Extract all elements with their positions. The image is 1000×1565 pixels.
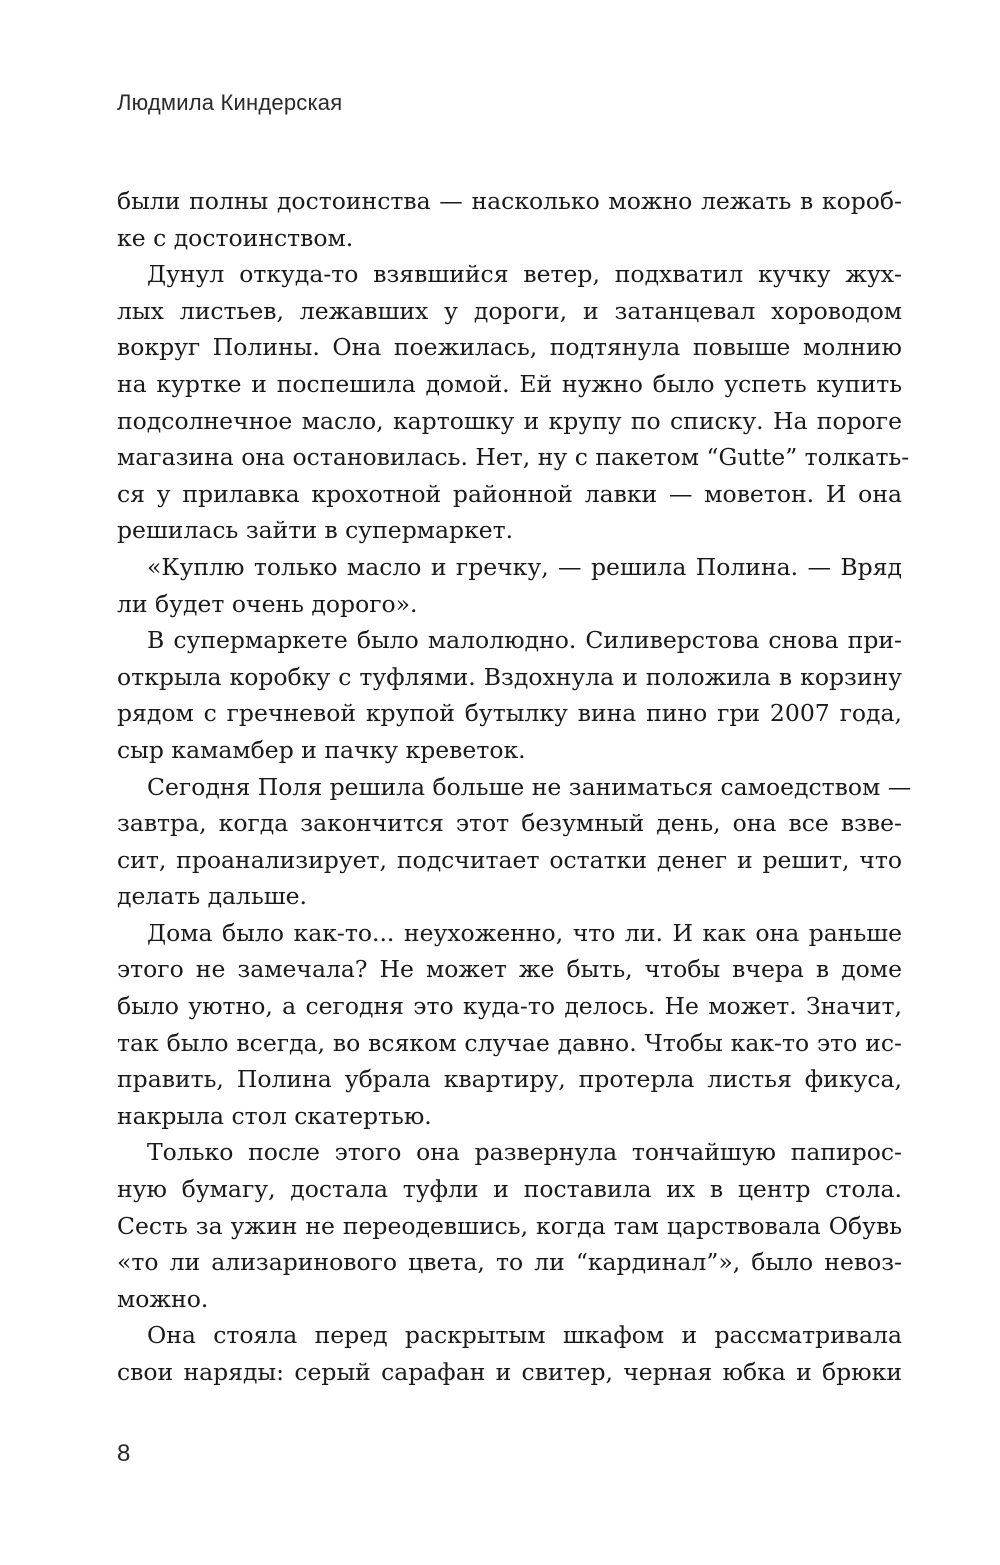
text-line: магазина она остановилась. Нет, ну с пакетом “Gutte” толкать- xyxy=(117,443,910,472)
text-line: вокруг Полины. Она поежилась, подтянула повыше молнию xyxy=(117,333,902,362)
paragraph xyxy=(117,256,910,549)
text-line: сыр камамбер и пачку креветок. xyxy=(117,735,526,764)
paragraph xyxy=(117,183,902,256)
text-line: В супермаркете было малолюдно. Силиверстова снова при- xyxy=(147,626,902,655)
text-line: можно. xyxy=(117,1284,209,1313)
text-line: на куртке и поспешила домой. Ей нужно было успеть купить xyxy=(117,369,902,398)
text-line: подсолнечное масло, картошку и крупу по списку. На пороге xyxy=(117,406,902,435)
paragraph xyxy=(117,769,912,915)
text-line: править, Полина убрала квартиру, протерла листья фикуса, xyxy=(117,1065,902,1094)
paragraph xyxy=(117,915,902,1135)
page-number: 8 xyxy=(117,1440,131,1467)
paragraph xyxy=(117,1317,902,1390)
text-line: Она стояла перед раскрытым шкафом и рассматривала xyxy=(147,1321,902,1350)
text-line: сит, проанализирует, подсчитает остатки денег и решит, что xyxy=(117,845,902,874)
text-line: были полны достоинства — насколько можно лежать в короб- xyxy=(117,187,902,215)
text-line: так было всегда, во всяком случае давно. Чтобы как-то это ис- xyxy=(117,1028,902,1057)
text-line: открыла коробку с туфлями. Вздохнула и положила в корзину xyxy=(117,662,902,691)
text-line: ли будет очень дорого». xyxy=(117,589,418,618)
text-line: завтра, когда закончится этот безумный день, она все взве- xyxy=(117,809,902,838)
running-head-author: Людмила Киндерская xyxy=(117,90,343,115)
text-line: свои наряды: серый сарафан и свитер, черная юбка и брюки xyxy=(117,1358,902,1386)
text-line: накрыла стол скатертью. xyxy=(117,1101,432,1130)
text-line: Дома было как-то... неухоженно, что ли. И как она раньше xyxy=(147,918,902,947)
paragraph xyxy=(117,622,902,768)
text-line: ке с достоинством. xyxy=(117,223,354,252)
text-line: было уютно, а сегодня это куда-то делось. Не может. Значит, xyxy=(117,992,902,1021)
paragraph xyxy=(117,549,902,622)
text-line: этого не замечала? Не может же быть, чтобы вчера в доме xyxy=(117,955,902,984)
text-line: «то ли ализаринового цвета, то ли “кардинал”», было невоз- xyxy=(117,1248,902,1277)
text-line: делать дальше. xyxy=(117,882,308,911)
text-line: Сегодня Поля решила больше не заниматься самоедством — xyxy=(147,772,912,801)
text-line: «Куплю только масло и гречку, — решила Полина. — Вряд xyxy=(147,552,902,581)
text-line: решилась зайти в супермаркет. xyxy=(117,516,514,545)
text-line: ную бумагу, достала туфли и поставила их в центр стола. xyxy=(117,1175,902,1204)
text-line: лых листьев, лежавших у дороги, и затанцевал хороводом xyxy=(117,296,902,325)
text-line: ся у прилавка крохотной районной лавки — моветон. И она xyxy=(117,479,902,508)
text-line: Только после этого она развернула тончайшую папирос- xyxy=(147,1138,902,1167)
paragraph xyxy=(117,1134,902,1317)
text-line: Сесть за ужин не переодевшись, когда там царствовала Обувь xyxy=(117,1211,902,1240)
text-line: Дунул откуда-то взявшийся ветер, подхватил кучку жух- xyxy=(147,260,902,289)
text-line: рядом с гречневой крупой бутылку вина пино гри 2007 года, xyxy=(117,699,902,728)
body-text xyxy=(117,183,912,1391)
